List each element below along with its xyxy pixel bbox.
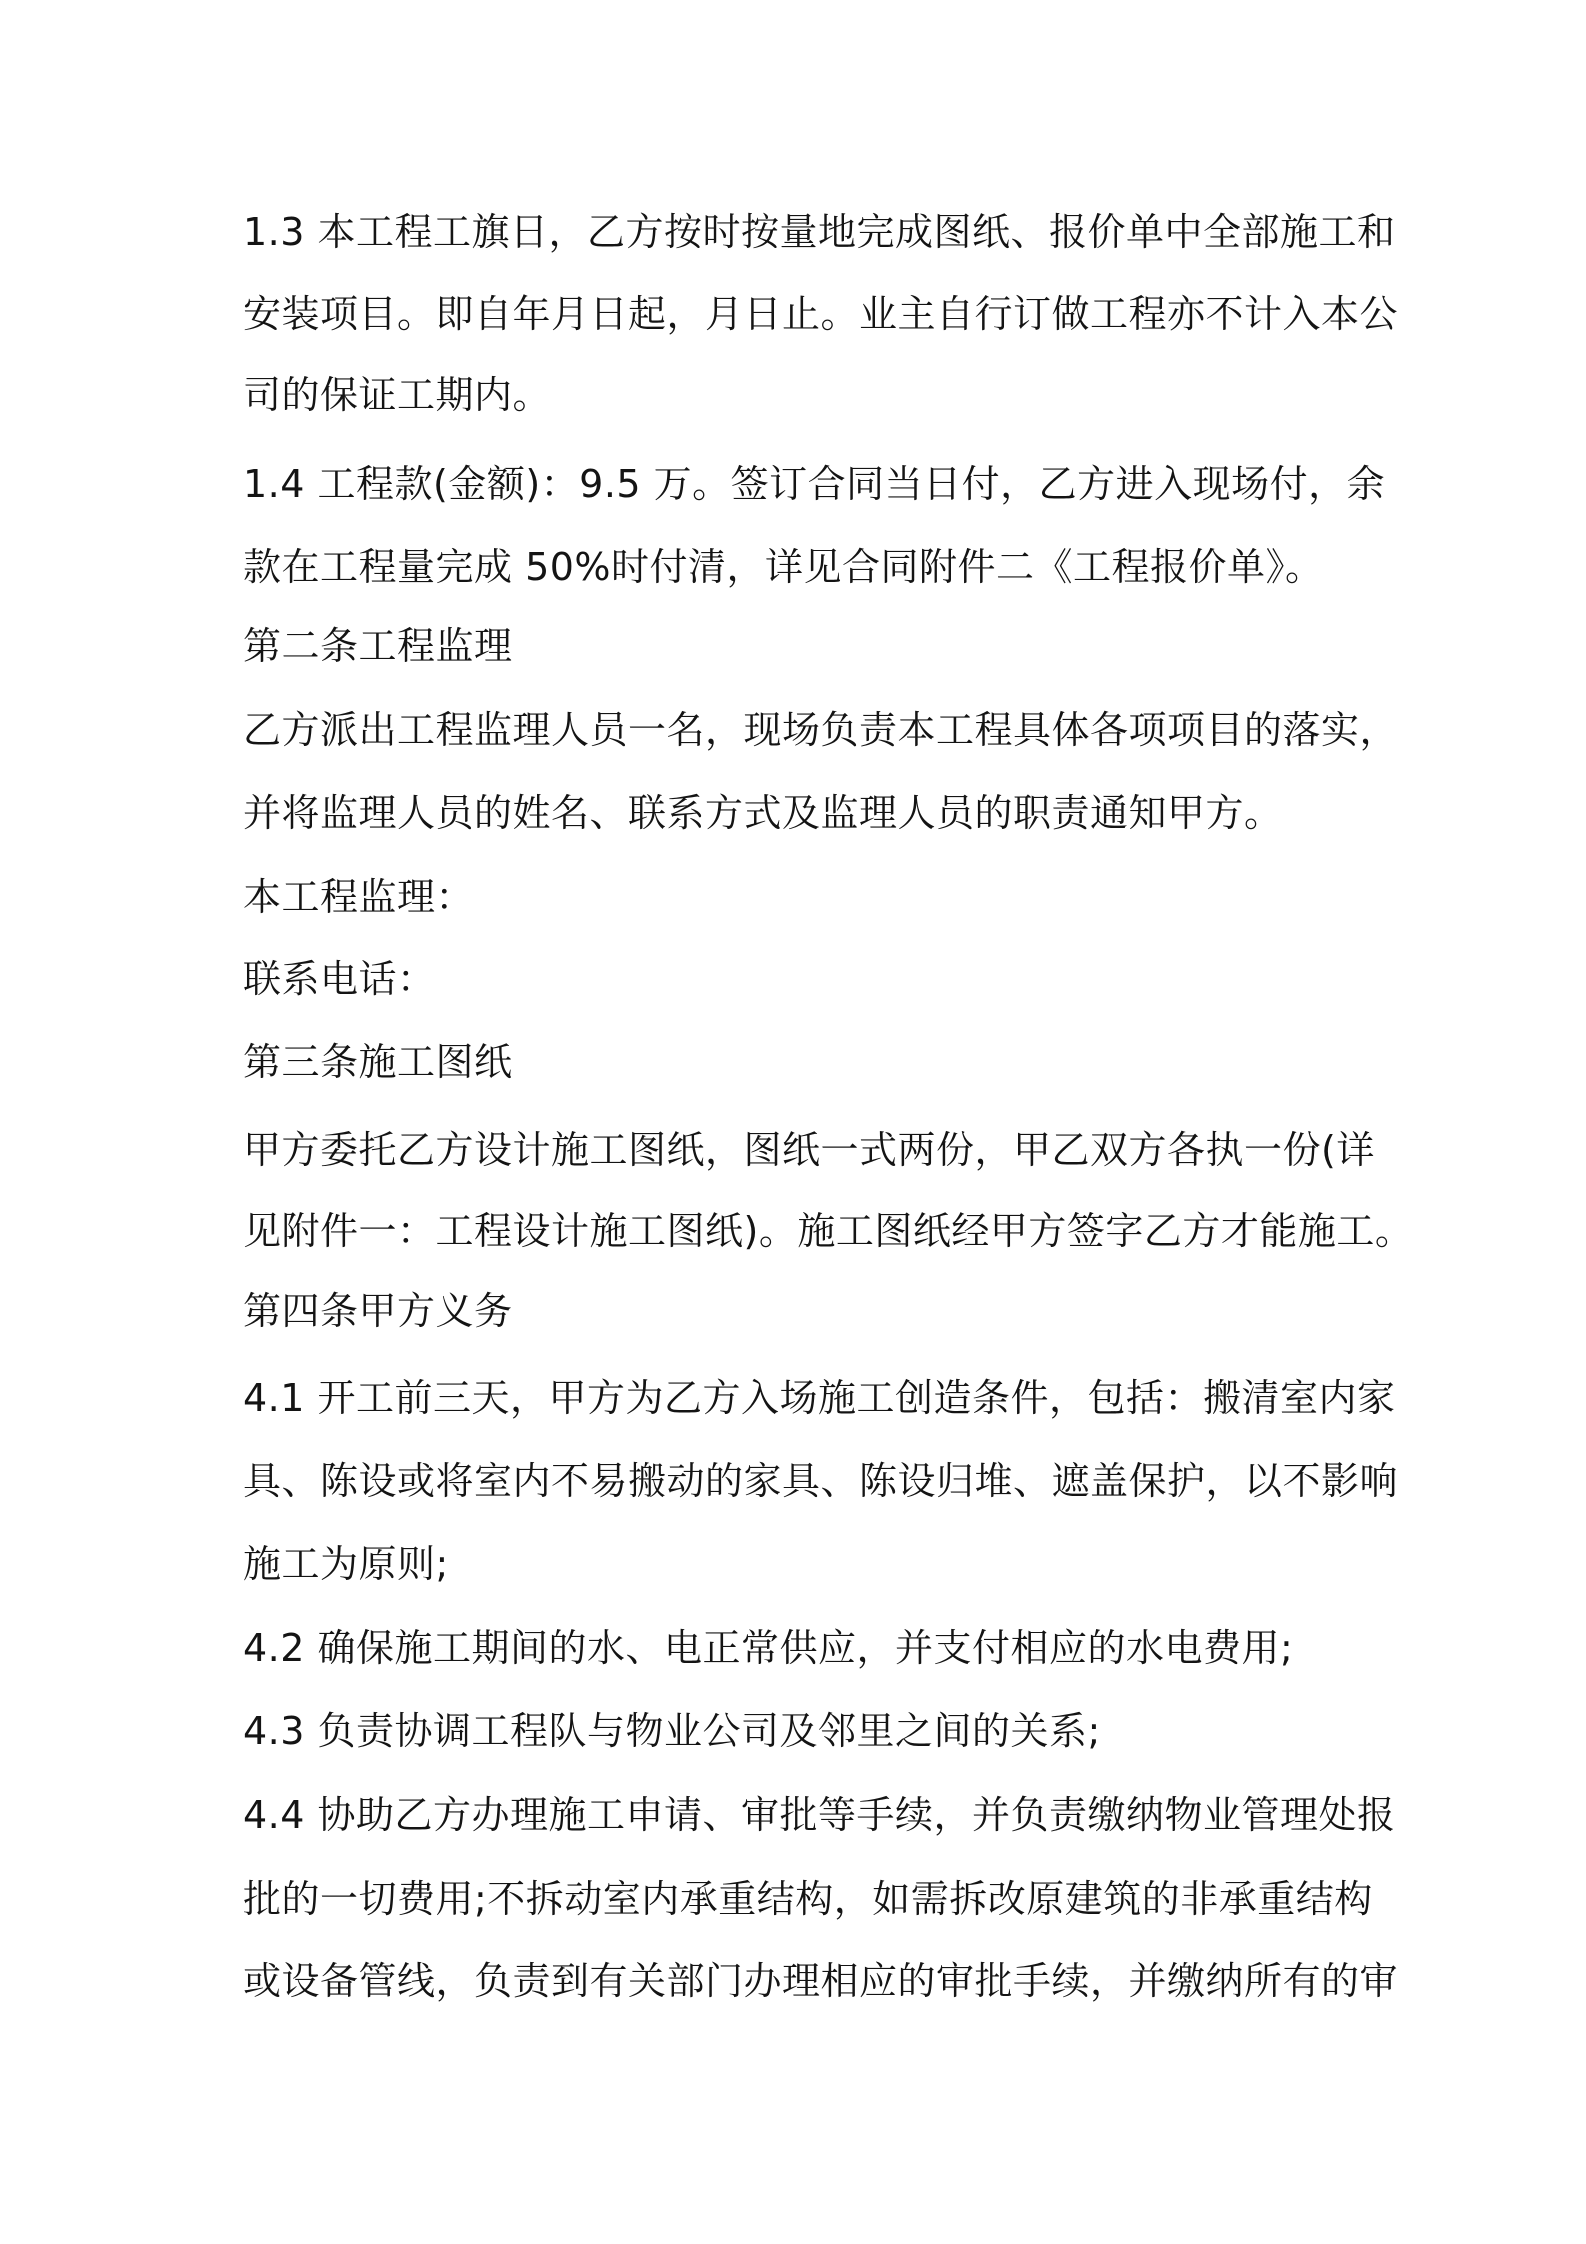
text-line: 本工程监理： <box>243 875 475 919</box>
text-line: 甲方委托乙方设计施工图纸，图纸一式两份，甲乙双方各执一份(详 <box>243 1128 1375 1172</box>
section-heading: 第二条工程监理 <box>243 624 513 668</box>
text-line: 4.1 开工前三天，甲方为乙方入场施工创造条件，包括：搬清室内家 <box>243 1376 1396 1420</box>
text-line: 联系电话： <box>243 957 436 1001</box>
section-heading: 第三条施工图纸 <box>243 1040 513 1084</box>
section-heading: 第四条甲方义务 <box>243 1289 513 1333</box>
text-line: 见附件一：工程设计施工图纸)。施工图纸经甲方签字乙方才能施工。 <box>243 1209 1414 1253</box>
text-line: 乙方派出工程监理人员一名，现场负责本工程具体各项项目的落实， <box>243 708 1399 752</box>
text-line: 款在工程量完成 50%时付清，详见合同附件二《工程报价单》。 <box>243 545 1324 589</box>
text-line: 4.2 确保施工期间的水、电正常供应，并支付相应的水电费用; <box>243 1626 1294 1670</box>
text-line: 安装项目。即自年月日起，月日止。业主自行订做工程亦不计入本公 <box>243 292 1399 336</box>
text-line: 4.4 协助乙方办理施工申请、审批等手续，并负责缴纳物业管理处报 <box>243 1793 1396 1837</box>
text-line: 1.4 工程款(金额)：9.5 万。签订合同当日付，乙方进入现场付，余 <box>243 462 1386 506</box>
text-line: 或设备管线，负责到有关部门办理相应的审批手续，并缴纳所有的审 <box>243 1959 1399 2003</box>
text-line: 批的一切费用;不拆动室内承重结构，如需拆改原建筑的非承重结构 <box>243 1877 1373 1921</box>
text-line: 4.3 负责协调工程队与物业公司及邻里之间的关系; <box>243 1709 1101 1753</box>
text-line: 具、陈设或将室内不易搬动的家具、陈设归堆、遮盖保护，以不影响 <box>243 1459 1399 1503</box>
text-line: 司的保证工期内。 <box>243 373 552 417</box>
text-line: 并将监理人员的姓名、联系方式及监理人员的职责通知甲方。 <box>243 791 1283 835</box>
text-line: 施工为原则; <box>243 1542 449 1586</box>
text-line: 1.3 本工程工旗日，乙方按时按量地完成图纸、报价单中全部施工和 <box>243 210 1396 254</box>
